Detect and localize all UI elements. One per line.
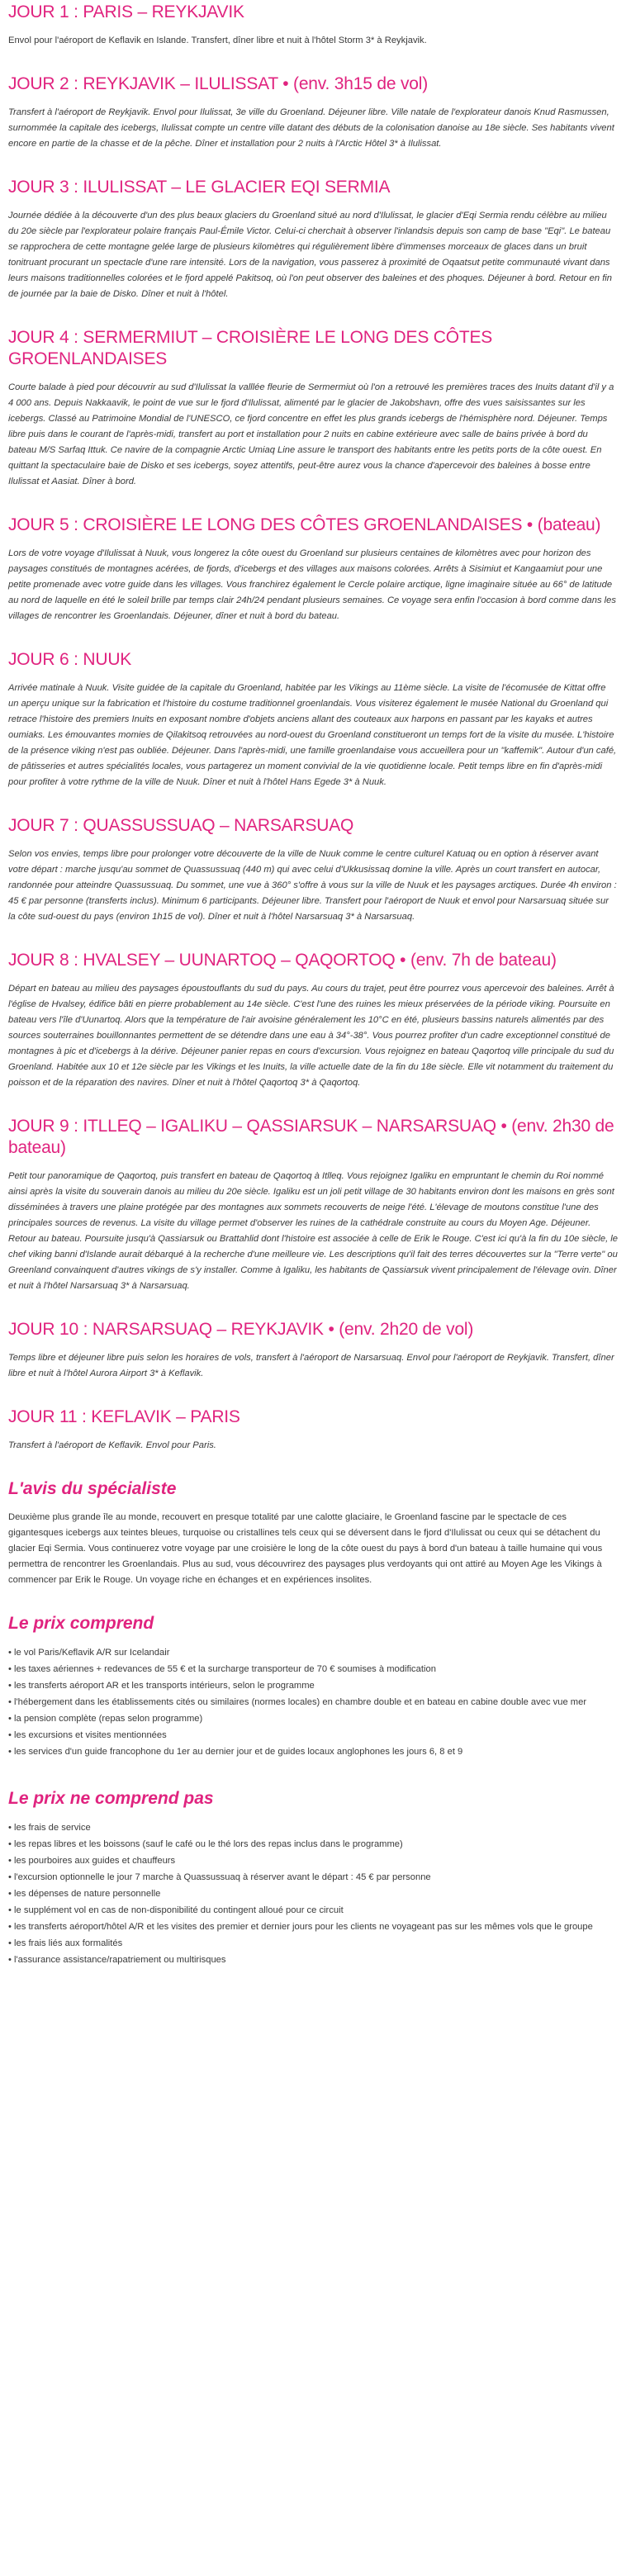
specialist-text: Deuxième plus grande île au monde, recouvert en presque totalité par une calotte glaciaire, le Groenland fascine par le spectacle de ces gigantesques icebergs aux teintes bleues, turquoise ou cristallines tels ceux qui se déversent dans le fjord d'Ilulissat ou ceux qui se détachent du glacier Eqi Sermia. Vous continuerez votre voyage par une croisière le long de la côte ouest du pays à bord d'un bateau à taille humaine qui vous permettra de rencontrer les Groenlandais. Plus au sud, vous découvrirez des paysages plus verdoyants qui ont attiré au Moyen Age les Vikings à commencer par Erik le Rouge. Un voyage riche en échanges et en expériences insolites.: [8, 1512, 603, 1585]
day-3: [8, 177, 618, 302]
list-item: • l'hébergement dans les établissements cités ou similaires (normes locales) en chambre double et en bateau en cabine double avec vue mer: [8, 1694, 618, 1710]
day-description: Envol pour l'aéroport de Keflavik en Islande. Transfert, dîner libre et nuit à l'hôtel Storm 3* à Reykjavik.: [8, 36, 427, 45]
day-description: Arrivée matinale à Nuuk. Visite guidée de la capitale du Groenland, habitée par les Vikings au 11ème siècle. La visite de l'écomusée de Kittat offre un aperçu unique sur la fabrication et l'histoire du costume traditionnel groenlandais. Vous visiterez également le musée National du Groenland qui retrace l'histoire des premiers Inuits en exposant nombre d'objets anciens allant des couteaux aux harpons en passant par les kayaks et autres oumiaks. Les émouvantes momies de Qilakitsoq retrouvées au nord-ouest du Groenland constitueront un temps fort de la visite du musée. L'histoire de la présence viking n'est pas oubliée. Déjeuner. Dans l'après-midi, une famille groenlandaise vous accueillera pour un "kaffemik". Autour d'un café, de pâtisseries et autres spécialités locales, vous partagerez un moment convivial de la vie quotidienne locale. Petit temps libre en fin d'après-midi pour profiter à votre rythme de la ville de Nuuk. Dîner et nuit à l'hôtel Hans Egede 3* à Nuuk.: [8, 683, 617, 787]
list-item: • la pension complète (repas selon programme): [8, 1710, 618, 1727]
day-10: [8, 1319, 618, 1382]
list-item: • le supplément vol en cas de non-disponibilité du contingent alloué pour ce circuit: [8, 1902, 618, 1919]
included-list: [8, 1644, 618, 1760]
excluded-list: [8, 1819, 618, 1968]
excluded-title: Le prix ne comprend pas: [8, 1789, 214, 1808]
day-title: JOUR 9 : ITLLEQ – IGALIKU – QASSIARSUK – NARSARSUAQ • (env. 2h30 de bateau): [8, 1117, 614, 1157]
list-item: • les frais liés aux formalités: [8, 1935, 618, 1952]
day-description: Petit tour panoramique de Qaqortoq, puis transfert en bateau de Qaqortoq à Itlleq. Vous rejoignez Igaliku en empruntant le chemin du Roi nommé ainsi après la visite du souverain danois au milieu du 20e siècle. Igaliku est un joli petit village de 30 habitants environ dont les maisons en grès sont disséminées à travers une plaine protégée par des montagnes aux sommets recouverts de neige l'été. L'élevage de moutons constitue l'une des principales sources de revenus. La visite du village permet d'observer les ruines de la cathédrale construite au cours du Moyen Age. Déjeuner. Retour au bateau. Poursuite jusqu'à Qassiarsuk ou Brattahlid dont l'histoire est associée à celle de Erik le Rouge. C'est ici qu'à la fin du 10e siècle, le chef viking banni d'Islande aurait débarqué à la recherche d'une meilleure vie. Les descriptions qu'il fait des terres découvertes sur la "Terre verte" ou Greenland convainquent d'autres vikings de s'y installer. Comme à Igaliku, les habitants de Qassiarsuk vivent principalement de l'élevage ovin. Dîner et nuit à l'hôtel Narsarsuaq 3* à Narsarsuaq.: [8, 1171, 619, 1291]
list-item: • les pourboires aux guides et chauffeurs: [8, 1853, 618, 1869]
day-2: [8, 74, 618, 152]
day-6: [8, 649, 618, 790]
day-description: Selon vos envies, temps libre pour prolonger votre découverte de la ville de Nuuk comme le centre culturel Katuaq ou en option à réserver avant votre départ : marche jusqu'au sommet de Quassussuaq (440 m) qui avec celui d'Ukkusissaq domine la ville. Après un court transfert en autocar, randonnée pour atteindre Quassussuaq. Du sommet, une vue à 360° s'offre à vous sur la ville de Nuuk et les paysages arctiques. Durée 4h environ : 45 € par personne (transferts inclus). Minimum 6 participants. Déjeuner libre. Transfert pour l'aéroport de Nuuk et envol pour Narsarsuaq située sur la côte sud-ouest du pays (environ 1h15 de vol). Dîner et nuit à l'hôtel Narsarsuaq 3* à Narsarsuaq.: [8, 849, 617, 922]
day-description: Journée dédiée à la découverte d'un des plus beaux glaciers du Groenland situé au nord d'Ilulissat, le glacier d'Eqi Sermia rendu célèbre au milieu du 20e siècle par l'explorateur polaire français Paul-Émile Victor. Celui-ci cherchait à observer l'inlandsis depuis son camp de base "Eqi". Le bateau se rapprochera de cette montagne gelée large de plusieurs kilomètres qui régulièrement libère d'immenses morceaux de glaces dans un bruit tonitruant procurant un spectacle d'une rare intensité. Lors de la navigation, vous passerez à proximité de Oqaatsut petite communauté vivant dans leurs maisons traditionnelles colorées et le fjord appelé Pakitsoq, où l'on peut observer des baleines et des phoques. Déjeuner à bord. Retour en fin de journée par la baie de Disko. Dîner et nuit à l'hôtel.: [8, 211, 613, 299]
list-item: • les repas libres et les boissons (sauf le café ou le thé lors des repas inclus dans le programme): [8, 1836, 618, 1853]
day-description: Transfert à l'aéroport de Reykjavik. Envol pour Ilulissat, 3e ville du Groenland. Déjeuner libre. Ville natale de l'explorateur danois Knud Rasmussen, surnommée la capitale des icebergs, Ilulissat compte un centre ville datant des débuts de la colonisation danoise au 18e siècle. Ses habitants vivent encore en partie de la chasse et de la pêche. Dîner et installation pour 2 nuits à l'Arctic Hôtel 3* à Ilulissat.: [8, 107, 614, 149]
day-5: [8, 515, 618, 624]
day-title: JOUR 10 : NARSARSUAQ – REYKJAVIK • (env. 2h20 de vol): [8, 1320, 474, 1339]
list-item: • les services d'un guide francophone du 1er au dernier jour et de guides locaux anglophones les jours 6, 8 et 9: [8, 1743, 618, 1760]
day-description: Lors de votre voyage d'Ilulissat à Nuuk, vous longerez la côte ouest du Groenland sur plusieurs centaines de kilomètres avec pour horizon des paysages constitués de montagnes acérées, de fjords, d'icebergs et des villages aux maisons colorées. Arrêts à Sisimiut et Kangaamiut pour une petite promenade avec votre guide dans les villages. Vous franchirez également le Cercle polaire arctique, ligne imaginaire située au 66° de latitude au nord de laquelle en été le soleil brille par temps clair 24h/24 pendant plusieurs semaines. Ce voyage sera enfin l'occasion à bord comme dans les villages de rencontrer les Groenlandais. Déjeuner, dîner et nuit à bord du bateau.: [8, 548, 616, 621]
list-item: • l'excursion optionnelle le jour 7 marche à Quassussuaq à réserver avant le départ : 45 € par personne: [8, 1869, 618, 1886]
specialist-opinion: [8, 1478, 618, 1588]
day-8: [8, 950, 618, 1091]
price-included: [8, 1613, 618, 1760]
day-11: [8, 1407, 618, 1454]
day-description: Courte balade à pied pour découvrir au sud d'Ilulissat la valllée fleurie de Sermermiut où l'on a retrouvé les premières traces des Inuits datant d'il y a 4 000 ans. Depuis Nakkaavik, le point de vue sur le fjord d'Ilulissat, alimenté par le glacier de Jakobshavn, offre des vues saisissantes sur les icebergs. Classé au Patrimoine Mondial de l'UNESCO, ce fjord concentre en effet les plus grands icebergs de l'hémisphère nord. Déjeuner. Temps libre puis dans le courant de l'après-midi, transfert au port et installation pour 2 nuits en cabine extérieure avec salle de bains privée à bord du bateau M/S Sarfaq Ittuk. Ce navire de la compagnie Arctic Umiaq Line assure le transport des habitants entre les petits ports de la côte ouest. En quittant la spectaculaire baie de Disko et ses icebergs, soyez attentifs, peut-être aurez vous la chance d'apercevoir des baleines à bosse entre Ilulissat et Aasiat. Dîner à bord.: [8, 382, 614, 486]
day-title: JOUR 2 : REYKJAVIK – ILULISSAT • (env. 3h15 de vol): [8, 74, 428, 93]
price-excluded: [8, 1788, 618, 1968]
specialist-title: L'avis du spécialiste: [8, 1479, 177, 1498]
day-7: [8, 815, 618, 925]
day-title: JOUR 11 : KEFLAVIK – PARIS: [8, 1407, 240, 1426]
list-item: • l'assurance assistance/rapatriement ou multirisques: [8, 1952, 618, 1968]
list-item: • les frais de service: [8, 1819, 618, 1836]
included-title: Le prix comprend: [8, 1614, 154, 1633]
day-description: Temps libre et déjeuner libre puis selon les horaires de vols, transfert à l'aéroport de Narsarsuaq. Envol pour l'aéroport de Reykjavik. Transfert, dîner libre et nuit à l'hôtel Aurora Airport 3* à Keflavik.: [8, 1353, 614, 1378]
list-item: • les taxes aériennes + redevances de 55 € et la surcharge transporteur de 70 € soumises à modification: [8, 1661, 618, 1677]
day-9: [8, 1116, 618, 1294]
list-item: • les transferts aéroport AR et les transports intérieurs, selon le programme: [8, 1677, 618, 1694]
day-description: Départ en bateau au milieu des paysages époustouflants du sud du pays. Au cours du trajet, peut être pourrez vous apercevoir des baleines. Arrêt à l'église de Hvalsey, édifice bâti en pierre probablement au 14e siècle. C'est l'une des ruines les mieux préservées de la période viking. Poursuite en bateau vers l'île d'Uunartoq. Alors que la température de l'air avoisine généralement les 10°C en été, plusieurs bassins naturels alimentés par des sources souterraines bouillonnantes permettent de se détendre dans une eau à 34°-38°. Vous pourrez profiter d'un cadre exceptionnel constitué de montagnes à pic et d'icebergs à la dérive. Déjeuner panier repas en cours d'excursion. Vous rejoignez en bateau Qaqortoq ville principale du sud du Groenland. Habitée aux 10 et 12e siècle par les Vikings et les Inuits, la ville actuelle date de la fin du 18e siècle. Elle vit notamment du traitement du poisson et de la réparation des navires. Dîner et nuit à l'hôtel Qaqortoq 3* à Qaqortoq.: [8, 984, 614, 1088]
list-item: • les excursions et visites mentionnées: [8, 1727, 618, 1743]
day-title: JOUR 7 : QUASSUSSUAQ – NARSARSUAQ: [8, 816, 354, 835]
list-item: • le vol Paris/Keflavik A/R sur Icelandair: [8, 1644, 618, 1661]
day-title: JOUR 6 : NUUK: [8, 650, 132, 669]
day-title: JOUR 5 : CROISIÈRE LE LONG DES CÔTES GROENLANDAISES • (bateau): [8, 515, 601, 534]
day-title: JOUR 1 : PARIS – REYKJAVIK: [8, 2, 244, 21]
list-item: • les transferts aéroport/hôtel A/R et les visites des premier et dernier jours pour les clients ne voyageant pas sur les mêmes vols que le groupe: [8, 1919, 618, 1935]
list-item: • les dépenses de nature personnelle: [8, 1886, 618, 1902]
day-title: JOUR 4 : SERMERMIUT – CROISIÈRE LE LONG DES CÔTES GROENLANDAISES: [8, 328, 493, 368]
day-title: JOUR 8 : HVALSEY – UUNARTOQ – QAQORTOQ • (env. 7h de bateau): [8, 951, 557, 970]
day-1: [8, 2, 618, 49]
day-description: Transfert à l'aéroport de Keflavik. Envol pour Paris.: [8, 1440, 216, 1450]
day-4: [8, 327, 618, 490]
day-title: JOUR 3 : ILULISSAT – LE GLACIER EQI SERMIA: [8, 178, 391, 197]
